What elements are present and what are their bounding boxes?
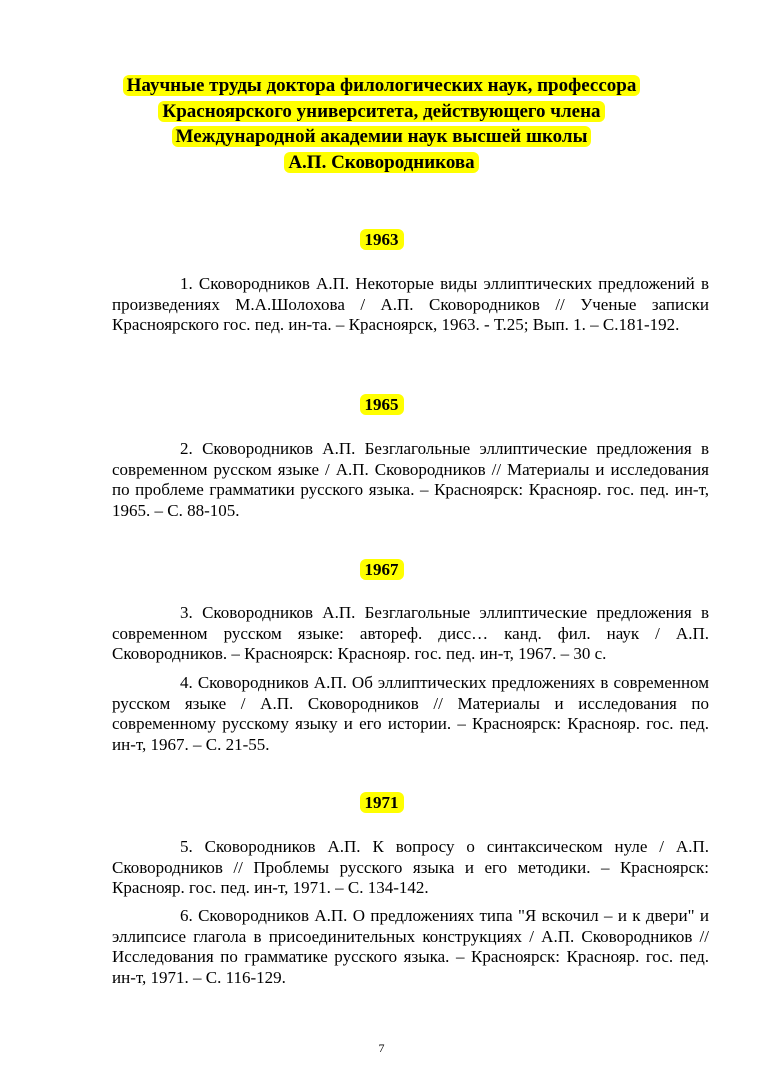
title-line-2: Красноярского университета, действующего члена (158, 101, 604, 122)
bibliography-entry-5 (112, 837, 709, 899)
bibliography-entry-1 (112, 274, 709, 336)
entry-text: 2. Сковородников А.П. Безглагольные эллиптические предложения в современном русском языке / А.П. Сковородников // Материалы и исследования по проблеме грамматики русского языка. – Красноярск: Краснояр. гос. пед. ин-т, 1965. – С. 88-105. (112, 439, 709, 520)
page-number: 7 (378, 1041, 385, 1055)
entry-text: 3. Сковородников А.П. Безглагольные эллиптические предложения в современном русском языке: автореф. дисс… канд. фил. наук / А.П. Сковородников. – Красноярск: Краснояр. гос. пед. ин-т, 1967. – 30 с. (112, 603, 709, 663)
bibliography-entry-6 (112, 906, 709, 988)
bibliography-entry-4 (112, 673, 709, 755)
entry-text: 1. Сковородников А.П. Некоторые виды эллиптических предложений в произведениях М.А.Шолохова / А.П. Сковородников // Ученые записки Красноярского гос. пед. ин-та. – Красноярск, 1963. - Т.25; Вып. 1. – С.181-192. (112, 274, 709, 334)
bibliography-entry-2 (112, 439, 709, 521)
year-heading-1967 (0, 559, 763, 581)
title-line-1: Научные труды доктора филологических наук, профессора (123, 75, 641, 96)
entry-text: 4. Сковородников А.П. Об эллиптических предложениях в современном русском языке / А.П. Сковородников // Материалы и исследования по современному русскому языку и его истории. – Красноярск: Краснояр. гос. пед. ин-т, 1967. – С. 21-55. (112, 673, 709, 754)
year-heading-1965 (0, 394, 763, 416)
entry-text: 6. Сковородников А.П. О предложениях типа "Я вскочил – и к двери" и эллипсисе глагола в присоединительных конструкциях / А.П. Сковородников // Исследования по грамматике русского языка. – Красноярск: Краснояр. гос. пед. ин-т, 1971. – С. 116-129. (112, 906, 709, 987)
year-heading-1963 (0, 229, 763, 251)
title-line-3: Международной академии наук высшей школы (172, 126, 592, 147)
title-line-4: А.П. Сковородникова (284, 152, 478, 173)
year-label: 1965 (360, 394, 404, 415)
page-title (60, 73, 703, 175)
year-label: 1971 (360, 792, 404, 813)
entry-text: 5. Сковородников А.П. К вопросу о синтаксическом нуле / А.П. Сковородников // Проблемы русского языка и его методики. – Красноярск: Краснояр. гос. пед. ин-т, 1971. – С. 134-142. (112, 837, 709, 897)
year-label: 1967 (360, 559, 404, 580)
year-heading-1971 (0, 792, 763, 814)
bibliography-entry-3 (112, 603, 709, 665)
year-label: 1963 (360, 229, 404, 250)
